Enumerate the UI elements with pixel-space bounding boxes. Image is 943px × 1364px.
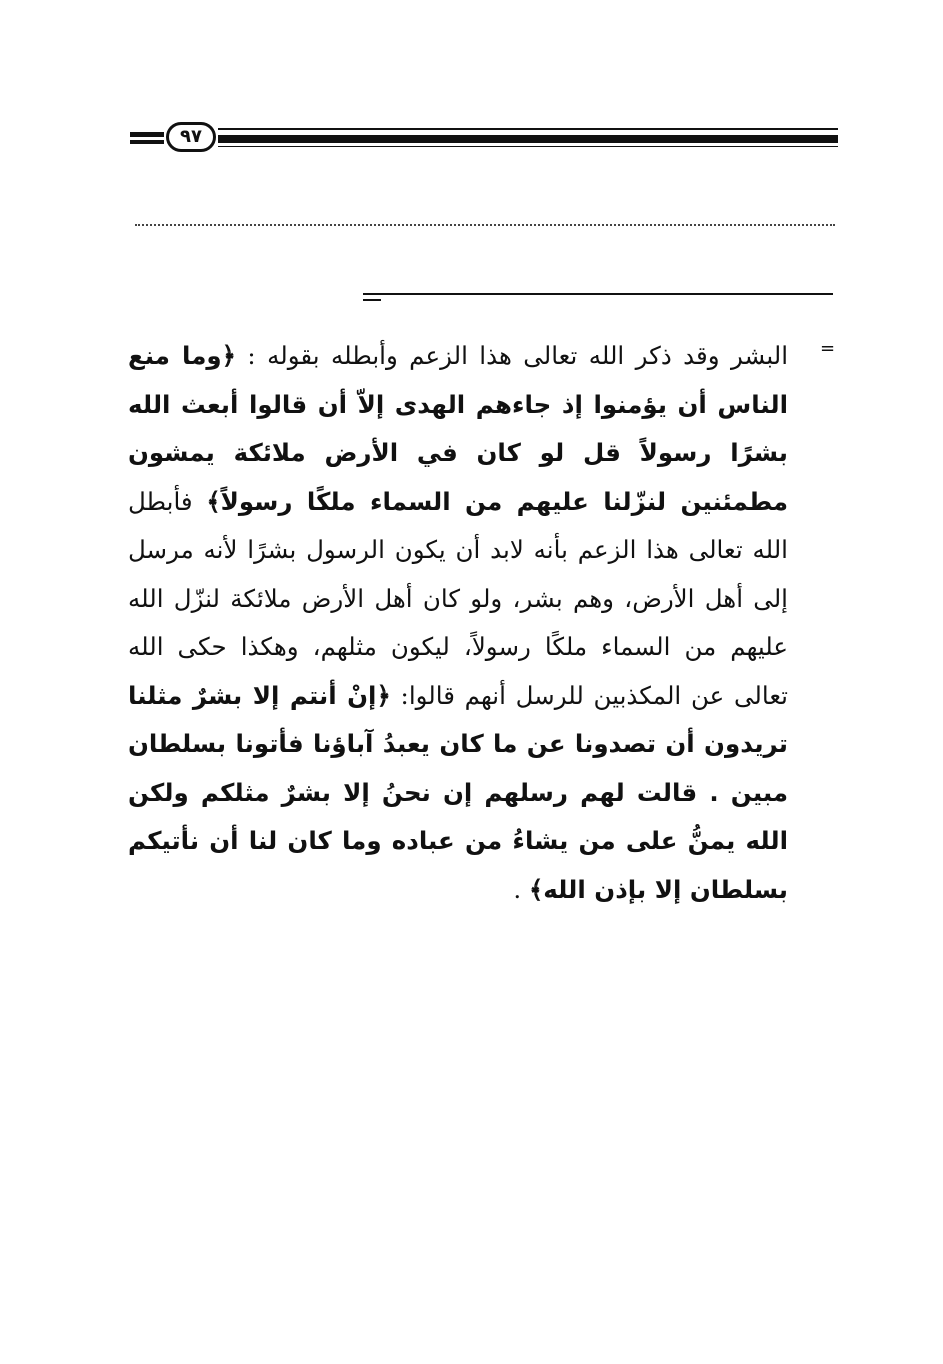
footnote-separator-rule (363, 293, 833, 295)
page-number: ٩٧ (166, 122, 216, 152)
footnote-continuation-mark: = (820, 338, 836, 359)
footnote-separator-tick (363, 299, 381, 301)
page-header (128, 122, 838, 166)
footnote-text-segment: البشر وقد ذكر الله تعالى هذا الزعم وأبطله بقوله : (236, 341, 788, 370)
quran-quote: ﴿إنْ أنتم إلا بشرٌ مثلنا تريدون أن تصدونا عن ما كان يعبدُ آباؤنا فأتونا بسلطان مبين . قالت لهم رسلهم إن نحنُ إلا بشرٌ مثلكم ولكن الله يمنُّ على من يشاءُ من عباده وما كان لنا أن نأتيكم بسلطان إلا بإذن الله﴾ (128, 680, 788, 904)
footnote-text-segment: فأبطل الله تعالى هذا الزعم بأنه لابد أن يكون الرسول بشرًا لأنه مرسل إلى أهل الأرض، وهم بشر، ولو كان أهل الأرض ملائكة لنزّل الله عليهم من السماء ملكًا رسولاً، ليكون مثلهم، وهكذا حكى الله تعالى عن المكذبين للرسل أنهم قالوا: (128, 486, 788, 710)
header-ornament-dash (130, 132, 164, 137)
dotted-separator (135, 224, 835, 226)
footnote-text-segment: . (513, 874, 529, 904)
quran-quote: ﴿وما منع الناس أن يؤمنوا إذ جاءهم الهدى إلاّ أن قالوا أبعث الله بشرًا رسولاً قل لو كان في الأرض ملائكة يمشون مطمئنين لنزّلنا عليهم من السماء ملكًا رسولاً﴾ (128, 341, 788, 516)
header-rule (218, 128, 838, 130)
header-ornament-dash (130, 140, 164, 144)
header-rule (218, 135, 838, 143)
footnote-text (128, 332, 788, 914)
header-rule (218, 146, 838, 147)
